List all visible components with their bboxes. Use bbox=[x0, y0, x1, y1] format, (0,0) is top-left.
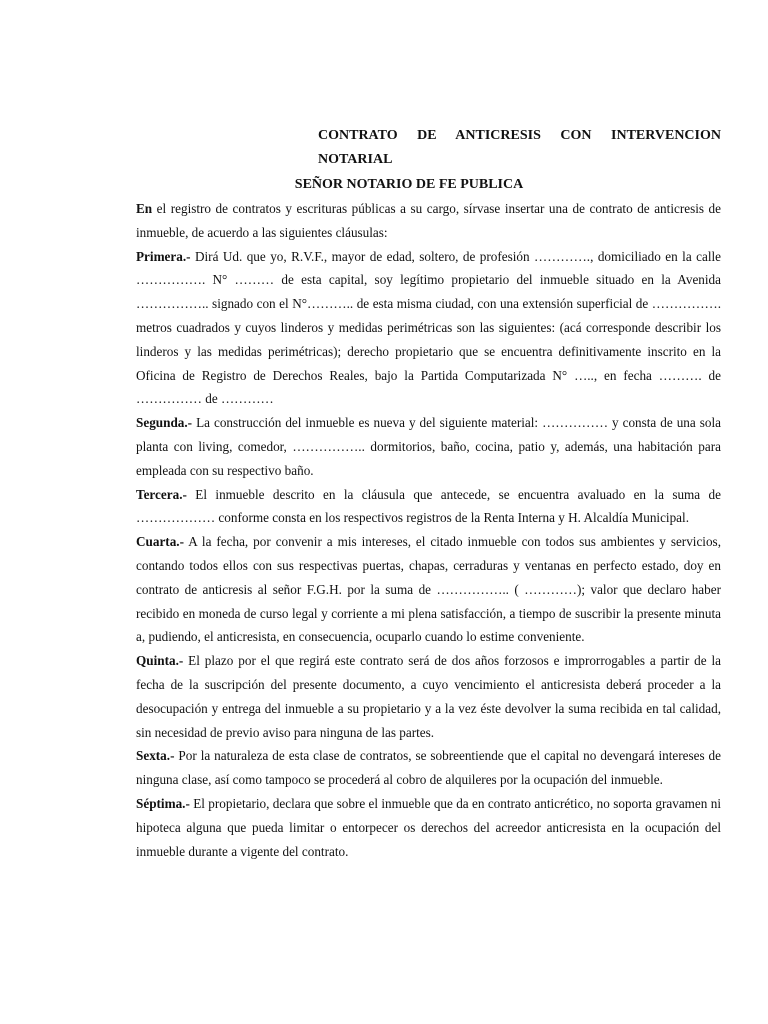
clause-text: A la fecha, por convenir a mis intereses, el citado inmueble con todos sus ambientes y servicios, contando todos ellos con sus respectivas puertas, chapas, cerraduras y ventanas en perfecto estado, doy en contrato de anticresis al señor F.G.H. por la suma de …………….. ( …………); valor que declaro haber recibido en moneda de curso legal y corriente a mi plena satisfacción, a tiempo de suscribir la presente minuta a, pudiendo, el anticresista, en consecuencia, ocuparlo cuando lo estime conveniente. bbox=[136, 534, 721, 645]
clause-text: El propietario, declara que sobre el inmueble que da en contrato anticrético, no soporta gravamen ni hipoteca alguna que pueda limitar o entorpecer os derechos del acreedor anticresista en la ocupación del inmueble durante a vigente del contrato. bbox=[136, 795, 721, 859]
clause-heading: Segunda.- bbox=[136, 415, 193, 431]
clause-segunda bbox=[136, 411, 721, 482]
document-body bbox=[136, 197, 721, 863]
clause-quinta bbox=[136, 649, 721, 744]
document-subtitle: SEÑOR NOTARIO DE FE PUBLICA bbox=[294, 177, 524, 192]
clause-septima bbox=[136, 792, 721, 863]
paragraph-intro bbox=[136, 197, 721, 245]
clause-tercera bbox=[136, 483, 721, 531]
clause-text: El plazo por el que regirá este contrato será de dos años forzosos e improrrogables a partir de la fecha de la suscripción del presente documento, a cuyo vencimiento el anticresista deberá proceder a la desocupación y entrega del inmueble a su propietario y a la vez éste devolver la suma recibida en tal calidad, sin necesidad de previo aviso para ninguna de las partes. bbox=[136, 653, 721, 740]
clause-primera bbox=[136, 245, 721, 412]
clause-heading: Séptima.- bbox=[136, 795, 190, 811]
clause-sexta bbox=[136, 744, 721, 792]
clause-heading: Primera.- bbox=[136, 248, 191, 264]
clause-heading: Tercera.- bbox=[136, 486, 187, 502]
document-title: CONTRATO DE ANTICRESIS CON INTERVENCION NOTARIAL bbox=[318, 128, 721, 167]
clause-heading: Quinta.- bbox=[136, 653, 184, 669]
paragraph-text: el registro de contratos y escrituras públicas a su cargo, sírvase insertar una de contrato de anticresis de inmueble, de acuerdo a las siguientes cláusulas: bbox=[136, 201, 721, 240]
clause-text: Dirá Ud. que yo, R.V.F., mayor de edad, soltero, de profesión …………., domiciliado en la calle ……………. N° ……… de esta capital, soy legítimo propietario del inmueble situado en la Avenida …………….. signado con el N°……….. de esta misma ciudad, con una extensión superficial de ……………. metros cuadrados y cuyos linderos y medidas perimétricas son las siguientes: (acá corresponde describir los linderos y las medidas perimétricas); derecho propietario que se encuentra definitivamente inscrito en la Oficina de Registro de Derechos Reales, bajo la Partida Computarizada N° ….., en fecha ………. de …………… de ………… bbox=[136, 248, 721, 407]
clause-text: El inmueble descrito en la cláusula que antecede, se encuentra avaluado en la suma de ……………… conforme consta en los respectivos registros de la Renta Interna y H. Alcaldía Municipal. bbox=[136, 486, 721, 526]
clause-heading: Sexta.- bbox=[136, 748, 175, 764]
clause-text: La construcción del inmueble es nueva y del siguiente material: …………… y consta de una sola planta con living, comedor, …………….. dormitorios, baño, cocina, patio y, además, una habitación para empleada con su respectivo baño. bbox=[136, 415, 721, 478]
paragraph-lead: En bbox=[136, 201, 153, 216]
clause-cuarta bbox=[136, 530, 721, 649]
clause-heading: Cuarta.- bbox=[136, 534, 184, 550]
clause-text: Por la naturaleza de esta clase de contratos, se sobreentiende que el capital no devengará intereses de ninguna clase, así como tampoco se procederá al cobro de alquileres por la ocupación del inmueble. bbox=[136, 748, 721, 788]
